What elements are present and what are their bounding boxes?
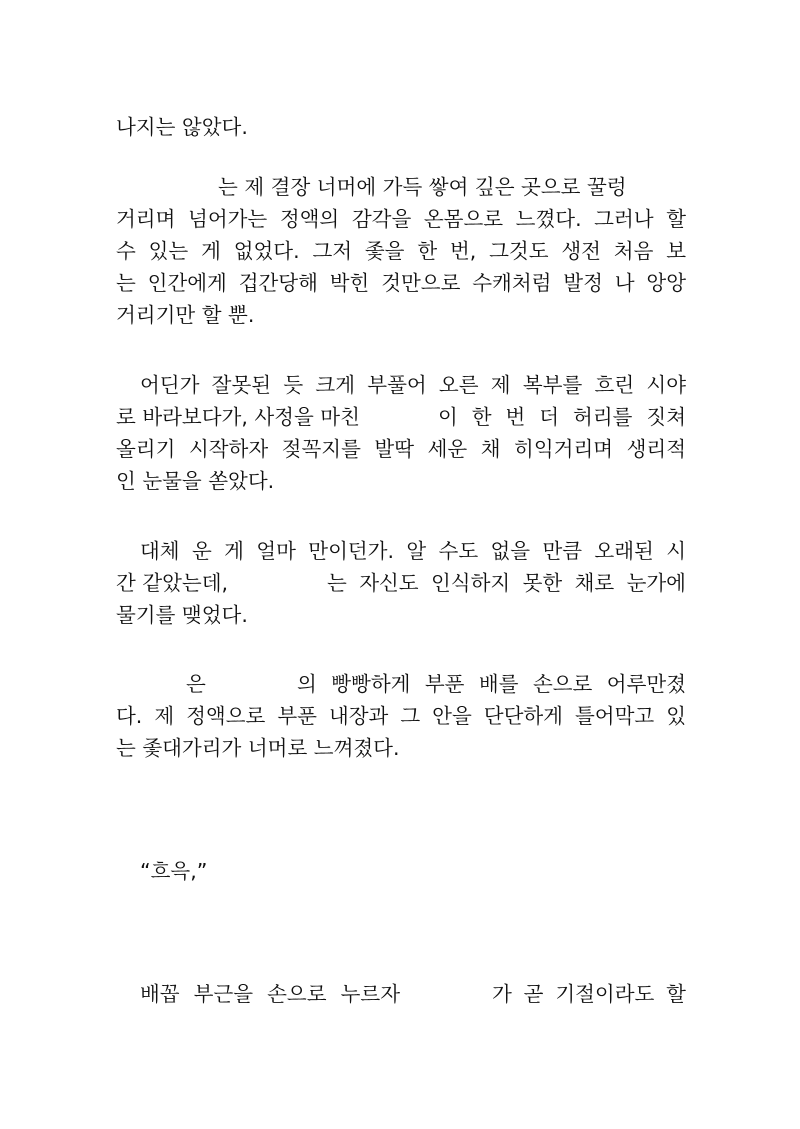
text-line: 거리기만 할 뿐. [116,303,255,327]
text-line: 는 자신도 인식하지 못한 채로 눈가에 [327,571,686,595]
text-line: 나지는 않았다. [116,115,248,139]
text-line: 대체 운 게 얼마 만이던가. 알 수도 없을 만큼 오래된 시 [140,539,686,563]
text-line: 배꼽 부근을 손으로 누르자 [140,982,400,1006]
text-line: 거리며 넘어가는 정액의 감각을 온몸으로 느꼈다. 그러나 할 [116,207,686,231]
text-line: 인 눈물을 쏟았다. [116,469,275,493]
text-line: 올리기 시작하자 젖꼭지를 발딱 세운 채 히익거리며 생리적 [116,437,686,461]
text-line: 간 같았는데, [116,571,229,595]
text-line: 이 한 번 더 허리를 짓쳐 [438,405,686,429]
text-line: 물기를 맺었다. [116,603,248,627]
text-line: 가 곧 기절이라도 할 [492,982,686,1006]
text-line: 수 있는 게 없었다. 그저 좇을 한 번, 그것도 생전 처음 보 [116,239,686,263]
text-line: 다. 제 정액으로 부푼 내장과 그 안을 단단하게 틀어막고 있 [116,704,686,728]
text-line: 는 좇대가리가 너머로 느껴졌다. [116,736,400,760]
text-line: 은 [186,672,206,696]
text-line: 어딘가 잘못된 듯 크게 부풀어 오른 제 복부를 흐린 시야 [140,373,686,397]
text-line: 의 빵빵하게 부푼 배를 손으로 어루만졌 [297,672,686,696]
text-line: 는 제 결장 너머에 가득 쌓여 깊은 곳으로 꿀렁 [218,175,627,199]
text-line: 는 인간에게 겁간당해 박힌 것만으로 수캐처럼 발정 나 앙앙 [116,271,686,295]
dialogue-line: “흐윽,” [140,859,208,883]
text-line: 로 바라보다가, 사정을 마친 [116,405,360,429]
